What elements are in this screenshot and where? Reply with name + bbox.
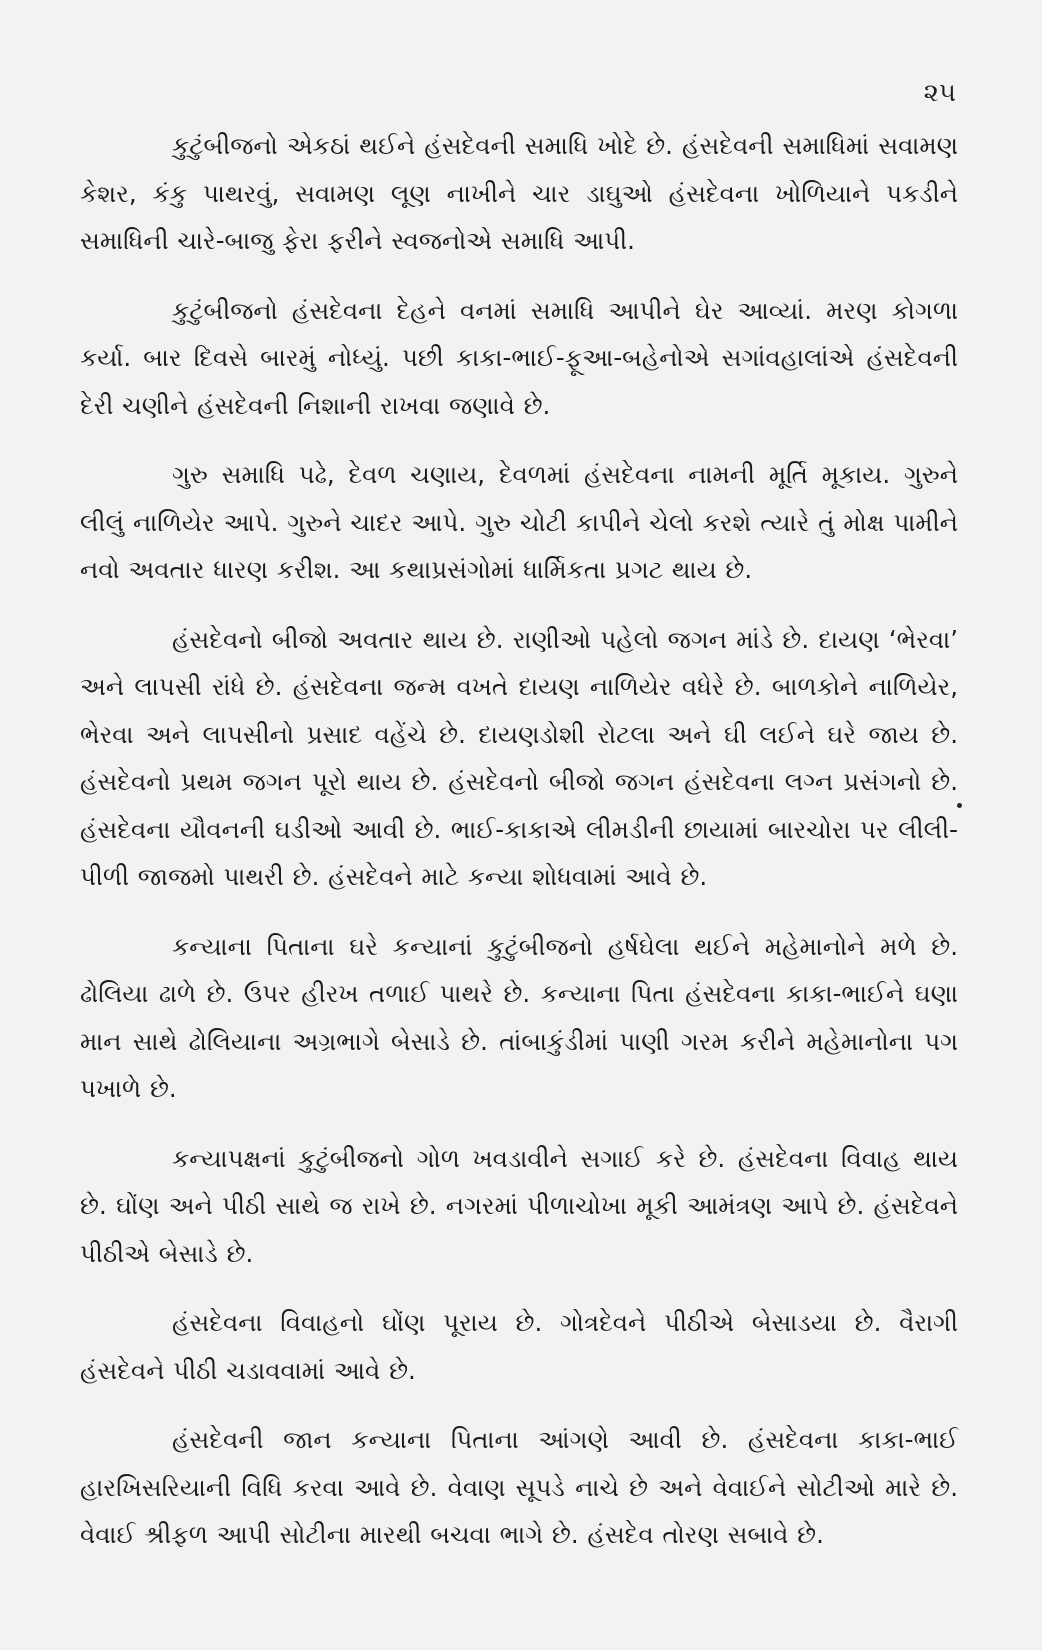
ink-dot [957,803,962,808]
paragraph-2: કુટુંબીજનો હંસદેવના દેહને વનમાં સમાધિ આપીને ઘેર આવ્યાં. મરણ કોગળા કર્યા. બાર દિવસે બારમું નોધ્યું. પછી કાકા-ભાઈ-ફૂઆ-બહેનોએ સગાંવહાલાંએ હંસદેવની દેરી ચણીને હંસદેવની નિશાની રાખવા જણાવે છે. [80,295,958,420]
paragraph-1: કુટુંબીજનો એકઠાં થઈને હંસદેવની સમાધિ ખોદે છે. હંસદેવની સમાધિમાં સવામણ કેશર, કંકુ પાથરવું, સવામણ લૂણ નાખીને ચાર ડાઘુઓ હંસદેવના ખોળિયાને પકડીને સમાધિની ચારે-બાજુ ફેરા ફરીને સ્વજનોએ સમાધિ આપી. [80,131,958,255]
paragraph-3: ગુરુ સમાધિ પઢે, દેવળ ચણાય, દેવળમાં હંસદેવના નામની મૂર્તિ મૂકાય. ગુરુને લીલું નાળિયેર આપે. ગુરુને ચાદર આપે. ગુરુ ચોટી કાપીને ચેલો કરશે ત્યારે તું મોક્ષ પામીને નવો અવતાર ધારણ કરીશ. આ કથાપ્રસંગોમાં ધાર્મિકતા પ્રગટ થાય છે. [80,460,958,584]
paragraph-6: કન્યાપક્ષનાં કુટુંબીજનો ગોળ ખવડાવીને સગાઈ કરે છે. હંસદેવના વિવાહ થાય છે. ઘોંણ અને પીઠી સાથે જ રાખે છે. નગરમાં પીળાચોખા મૂકી આમંત્રણ આપે છે. હંસદેવને પીઠીએ બેસાડે છે. [80,1143,958,1268]
paragraph-5: કન્યાના પિતાના ઘરે કન્યાનાં કુટુંબીજનો હર્ષઘેલા થઈને મહેમાનોને મળે છે. ઢોલિયા ઢાળે છે. ઉપર હીરખ તળાઈ પાથરે છે. કન્યાના પિતા હંસદેવના કાકા-ભાઈને ઘણા માન સાથે ઢોલિયાના અગ્રભાગે બેસાડે છે. તાંબાકુંડીમાં પાણી ગરમ કરીને મહેમાનોના પગ પખાળે છે. [80,931,958,1103]
paragraph-7: હંસદેવના વિવાહનો ઘોંણ પૂરાય છે. ગોત્રદેવને પીઠીએ બેસાડયા છે. વૈરાગી હંસદેવને પીઠી ચડાવવામાં આવે છે. [80,1308,958,1385]
paragraph-4: હંસદેવનો બીજો અવતાર થાય છે. રાણીઓ પહેલો જગન માંડે છે. દાયણ ‘ભેરવા’ અને લાપસી રાંધે છે. હંસદેવના જન્મ વખતે દાયણ નાળિયેર વધેરે છે. બાળકોને નાળિયેર, ભેરવા અને લાપસીનો પ્રસાદ વહેંચે છે. દાયણડોશી રોટલા અને ઘી લઈને ઘરે જાય છે. હંસદેવનો પ્રથમ જગન પૂરો થાય છે. હંસદેવનો બીજો જગન હંસદેવના લગ્ન પ્રસંગનો છે. હંસદેવના યૌવનની ઘડીઓ આવી છે. ભાઈ-કાકાએ લીમડીની છાયામાં બારચોરા પર લીલી-પીળી જાજમો પાથરી છે. હંસદેવને માટે કન્યા શોધવામાં આવે છે. [80,624,958,891]
page-number: ૨૫ [923,78,956,108]
paragraph-8: હંસદેવની જાન કન્યાના પિતાના આંગણે આવી છે. હંસદેવના કાકા-ભાઈ હારખિસરિયાની વિધિ કરવા આવે છે. વેવાણ સૂપડે નાચે છે અને વેવાઈને સોટીઓ મારે છે. વેવાઈ શ્રીફળ આપી સોટીના મારથી બચવા ભાગે છે. હંસદેવ તોરણ સબાવે છે. [80,1425,958,1549]
